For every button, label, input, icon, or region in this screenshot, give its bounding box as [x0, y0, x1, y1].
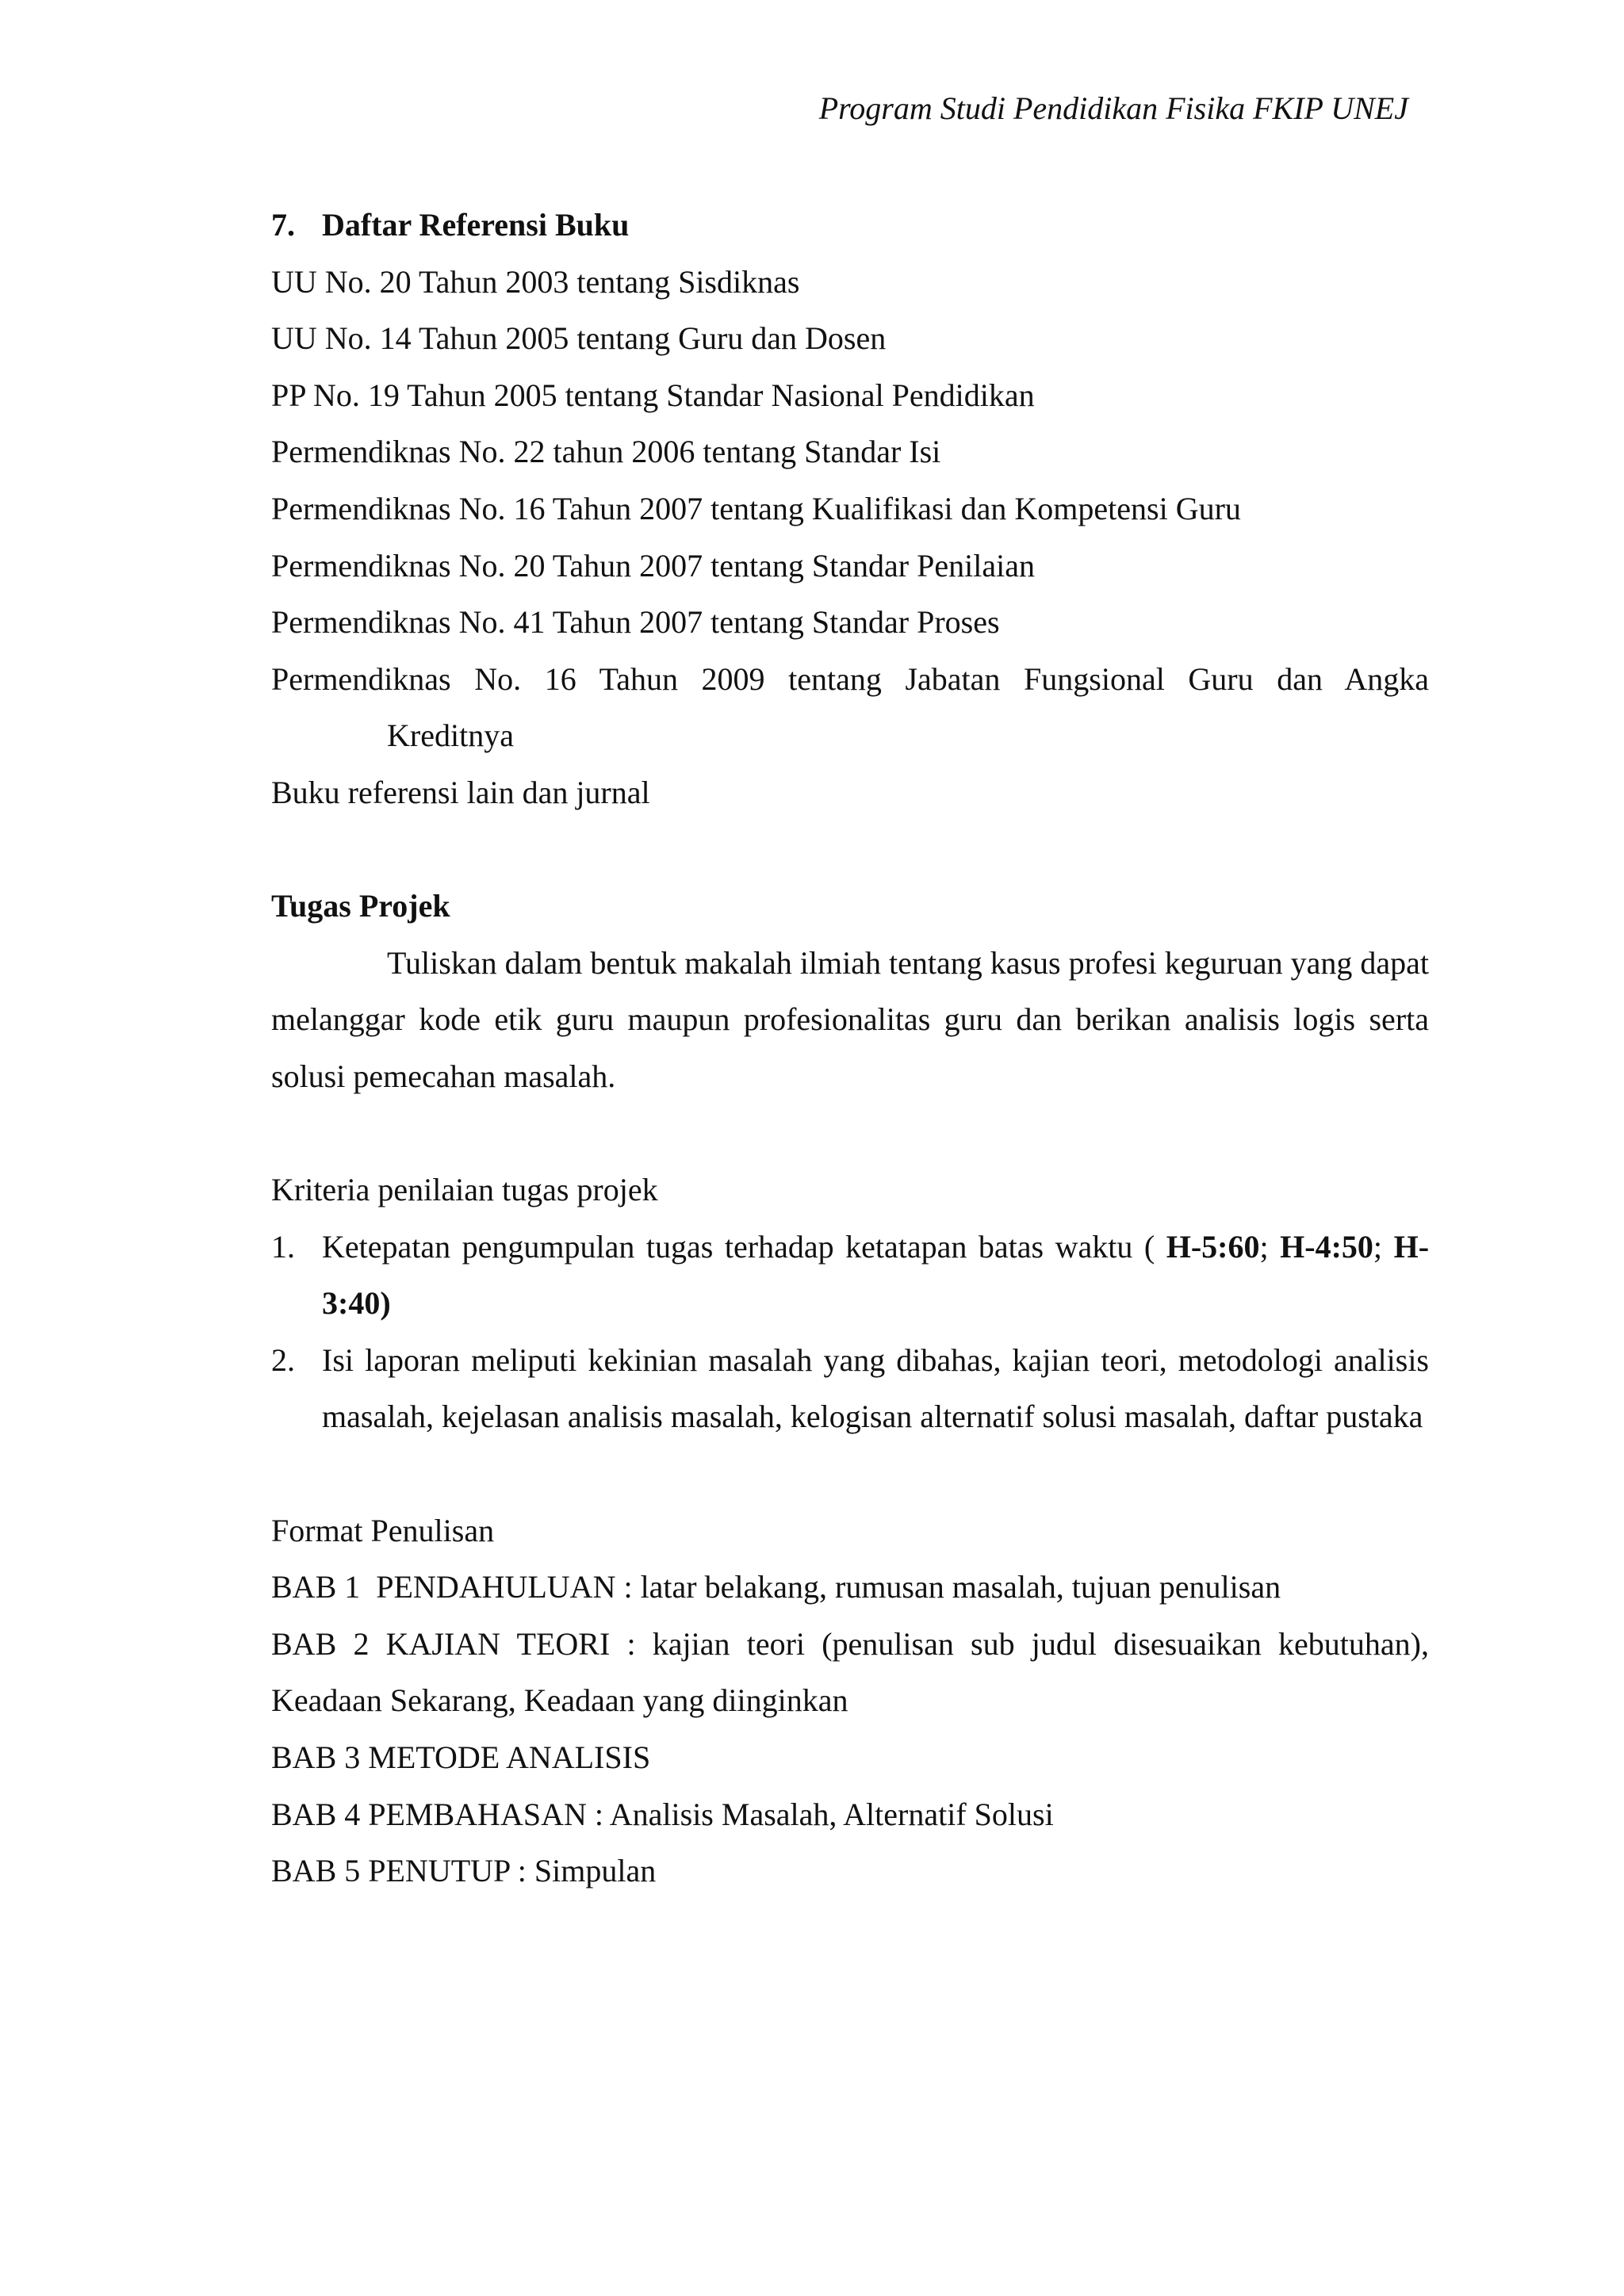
reference-item: UU No. 20 Tahun 2003 tentang Sisdiknas [271, 263, 800, 300]
tugas-paragraph: Tuliskan dalam bentuk makalah ilmiah tentang kasus profesi keguruan yang dapat melanggar kode etik guru maupun profesionalitas guru dan berikan analisis logis serta solusi pemecahan masalah. [271, 944, 1429, 1094]
format-bab5: BAB 5 PENUTUP : Simpulan [271, 1853, 657, 1889]
reference-item: Permendiknas No. 16 Tahun 2007 tentang Kualifikasi dan Kompetensi Guru [271, 490, 1241, 526]
reference-item: Permendiknas No. 41 Tahun 2007 tentang Standar Proses [271, 604, 1000, 641]
kriteria-item [271, 1219, 1429, 1332]
reference-item-long: Permendiknas No. 16 Tahun 2009 tentang Jabatan Fungsional Guru dan Angka [271, 660, 1429, 697]
kriteria-item-text: Ketepatan pengumpulan tugas terhadap ketatapan batas waktu ( [322, 1228, 1166, 1265]
blank-line [271, 1445, 1429, 1502]
format-bab4: BAB 4 PEMBAHASAN : Analisis Masalah, Alternatif Solusi [271, 1796, 1054, 1832]
blank-line [271, 821, 1429, 878]
page-header: Program Studi Pendidikan Fisika FKIP UNEJ [818, 90, 1408, 126]
kriteria-item-text: Isi laporan meliputi kekinian masalah yang dibahas, kajian teori, metodologi analisis masalah, kejelasan analisis masalah, kelogisan alternatif solusi masalah, daftar pustaka [322, 1341, 1429, 1435]
deadline-h5: H-5:60 [1166, 1228, 1260, 1265]
reference-item: PP No. 19 Tahun 2005 tentang Standar Nasional Pendidikan [271, 377, 1035, 413]
kriteria-item [271, 1332, 1429, 1445]
kriteria-list [271, 1219, 1429, 1445]
deadline-h3: H-3:40) [322, 1228, 1430, 1322]
tugas-heading: Tugas Projek [271, 888, 450, 924]
reference-item: Permendiknas No. 20 Tahun 2007 tentang Standar Penilaian [271, 547, 1035, 584]
list-marker: 1. [271, 1228, 295, 1265]
reference-item: Buku referensi lain dan jurnal [271, 774, 650, 810]
reference-item: Permendiknas No. 22 tahun 2006 tentang Standar Isi [271, 434, 941, 470]
section-heading [271, 197, 1429, 254]
list-marker: 2. [271, 1341, 295, 1378]
format-bab2: BAB 2 KAJIAN TEORI : kajian teori (penulisan sub judul disesuaikan kebutuhan), Keadaan Sekarang, Keadaan yang diinginkan [271, 1625, 1429, 1719]
separator: ; [1259, 1228, 1281, 1265]
section-title: Daftar Referensi Buku [322, 207, 630, 243]
format-bab1: BAB 1 PENDAHULUAN : latar belakang, rumusan masalah, tujuan penulisan [271, 1569, 1281, 1605]
reference-item-continuation: Kreditnya [387, 718, 514, 754]
document-body [271, 197, 1429, 1900]
format-heading: Format Penulisan [271, 1512, 495, 1548]
separator: ; [1373, 1228, 1394, 1265]
reference-item: UU No. 14 Tahun 2005 tentang Guru dan Dosen [271, 320, 887, 357]
section-number: 7. [271, 207, 295, 243]
format-bab3: BAB 3 METODE ANALISIS [271, 1739, 651, 1776]
blank-line [271, 1105, 1429, 1162]
deadline-h4: H-4:50 [1280, 1228, 1373, 1265]
kriteria-heading: Kriteria penilaian tugas projek [271, 1172, 658, 1208]
